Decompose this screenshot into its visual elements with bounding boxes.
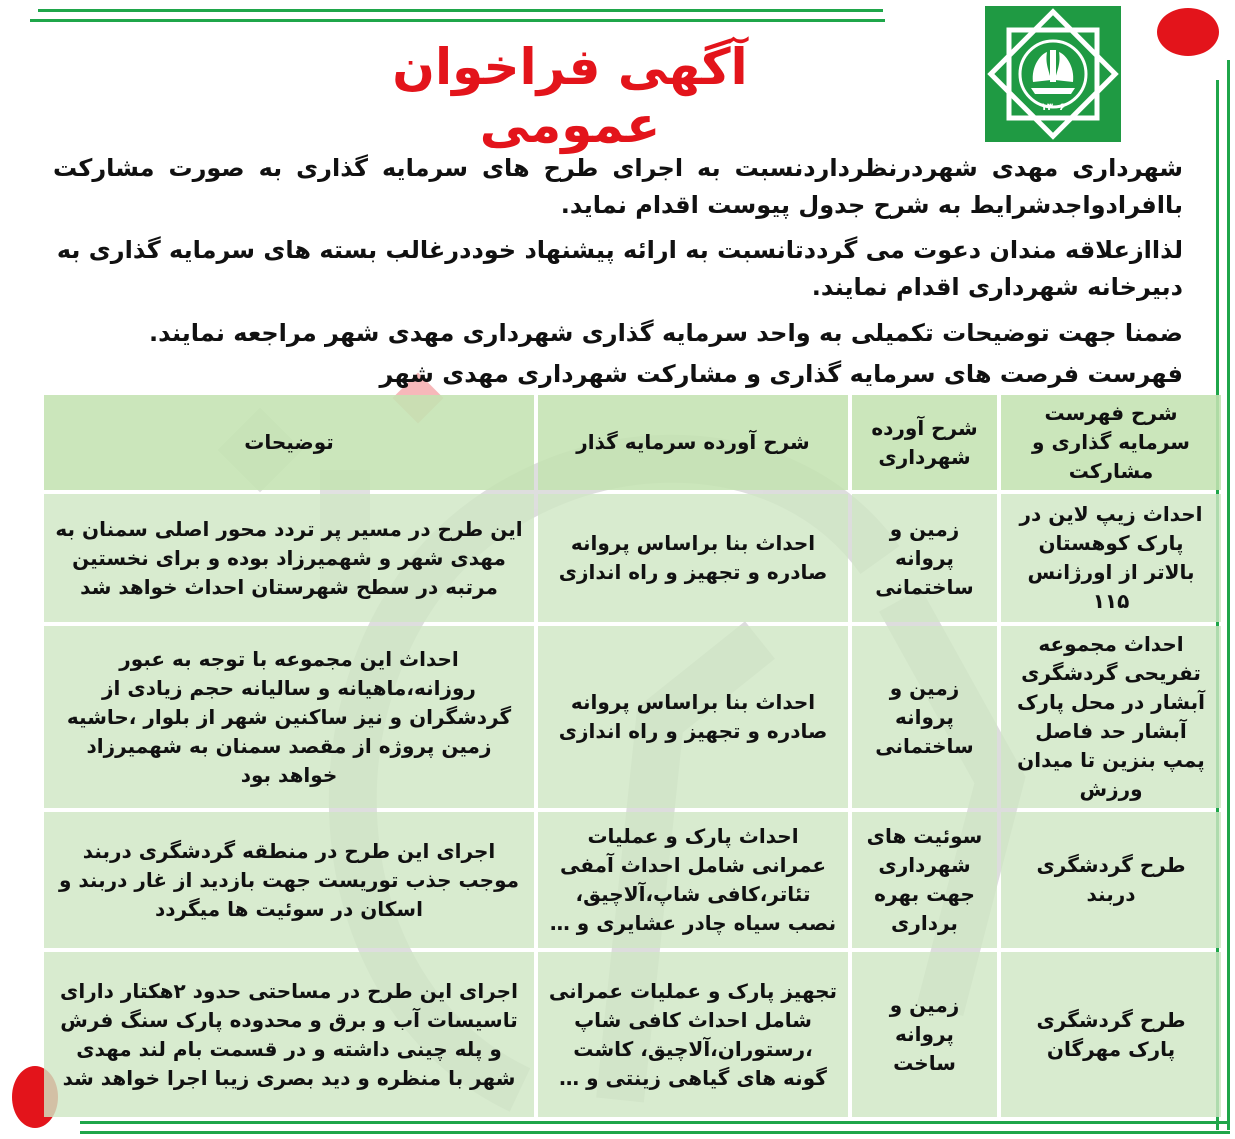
header-investor-contribution: شرح آورده سرمایه گذار xyxy=(538,395,848,490)
right-frame-line xyxy=(1227,60,1230,1130)
header-municipality-contribution: شرح آورده شهرداری xyxy=(852,395,997,490)
cell-municipality: سوئیت های شهرداری جهت بهره برداری xyxy=(852,812,997,948)
cell-investment: طرح گردشگری پارک مهرگان xyxy=(1001,952,1221,1117)
table-row xyxy=(44,952,1221,1117)
cell-description: این طرح در مسیر پر تردد محور اصلی سمنان به مهدی شهر و شهمیرزاد بوده و برای نخستین مرتبه در سطح شهرستان احداث خواهد شد xyxy=(44,494,534,622)
table-caption: فهرست فرصت های سرمایه گذاری و مشارکت شهرداری مهدی شهر xyxy=(379,360,1183,388)
bottom-frame-line-2 xyxy=(80,1131,1230,1134)
page-title: آگهی فراخوان عمومی xyxy=(392,38,748,154)
table-row xyxy=(44,812,1221,948)
invitation-paragraph: لذاازعلاقه مندان دعوت می گرددتانسبت به ارائه پیشنهاد خوددرغالب بسته های سرمایه گذاری به دبیرخانه شهرداری اقدام نمایند. xyxy=(56,236,1183,301)
cell-description: اجرای این طرح در مساحتی حدود ۲هکتار دارای تاسیسات آب و برق و محدوده پارک سنگ فرش و پله چینی داشته و در قسمت بام لند مهدی شهر با منظره و دید بصری زیبا اجرا خواهد شد xyxy=(44,952,534,1117)
municipality-logo xyxy=(985,6,1121,142)
intro-paragraph: شهرداری مهدی شهردرنظرداردنسبت به اجرای طرح های سرمایه گذاری به صورت مشارکت باافرادواجدشرایط به شرح جدول پیوست اقدام نماید. xyxy=(53,154,1183,219)
cell-municipality: زمین و پروانه ساختمانی xyxy=(852,626,997,808)
logo-year: ۱۳۰۶ xyxy=(1040,102,1066,113)
contact-paragraph: ضمنا جهت توضیحات تکمیلی به واحد سرمایه گذاری شهرداری مهدی شهر مراجعه نمایند. xyxy=(149,319,1183,347)
table-header-row xyxy=(44,395,1221,490)
top-right-red-dot xyxy=(1157,8,1219,56)
cell-investment: طرح گردشگری دربند xyxy=(1001,812,1221,948)
cell-investor: احداث بنا براساس پروانه صادره و تجهیز و راه اندازی xyxy=(538,494,848,622)
cell-investor: احداث پارک و عملیات عمرانی شامل احداث آمفی تئاتر،کافی شاپ،آلاچیق، نصب سیاه چادر عشایری و … xyxy=(538,812,848,948)
bottom-frame-line xyxy=(80,1121,1230,1124)
cell-investor: تجهیز پارک و عملیات عمرانی شامل احداث کافی شاپ ،رستوران،آلاچیق، کاشت گونه های گیاهی زینتی و … xyxy=(538,952,848,1117)
cell-municipality: زمین و پروانه ساختمانی xyxy=(852,494,997,622)
top-frame-line-2 xyxy=(30,19,885,22)
cell-description: اجرای این طرح در منطقه گردشگری دربند موجب جذب توریست جهت بازدید از غار دربند و اسکان در سوئیت ها میگردد xyxy=(44,812,534,948)
table-row xyxy=(44,626,1221,808)
table-row xyxy=(44,494,1221,622)
header-investment-list: شرح فهرست سرمایه گذاری و مشارکت xyxy=(1001,395,1221,490)
cell-description: احداث این مجموعه با توجه به عبور روزانه،ماهیانه و سالیانه حجم زیادی از گردشگران و نیز ساکنین شهر از بلوار ،حاشیه زمین پروژه از مقصد سمنان به شهمیرزاد خواهد بود xyxy=(44,626,534,808)
cell-investor: احداث بنا براساس پروانه صادره و تجهیز و راه اندازی xyxy=(538,626,848,808)
header-description: توضیحات xyxy=(44,395,534,490)
cell-investment: احداث مجموعه تفریحی گردشگری آبشار در محل پارک آبشار حد فاصل پمپ بنزین تا میدان ورزش xyxy=(1001,626,1221,808)
investment-table xyxy=(40,391,1225,1121)
cell-investment: احداث زیپ لاین در پارک کوهستان بالاتر از اورژانس ۱۱۵ xyxy=(1001,494,1221,622)
cell-municipality: زمین و پروانه ساخت xyxy=(852,952,997,1117)
top-frame-line xyxy=(38,9,883,12)
